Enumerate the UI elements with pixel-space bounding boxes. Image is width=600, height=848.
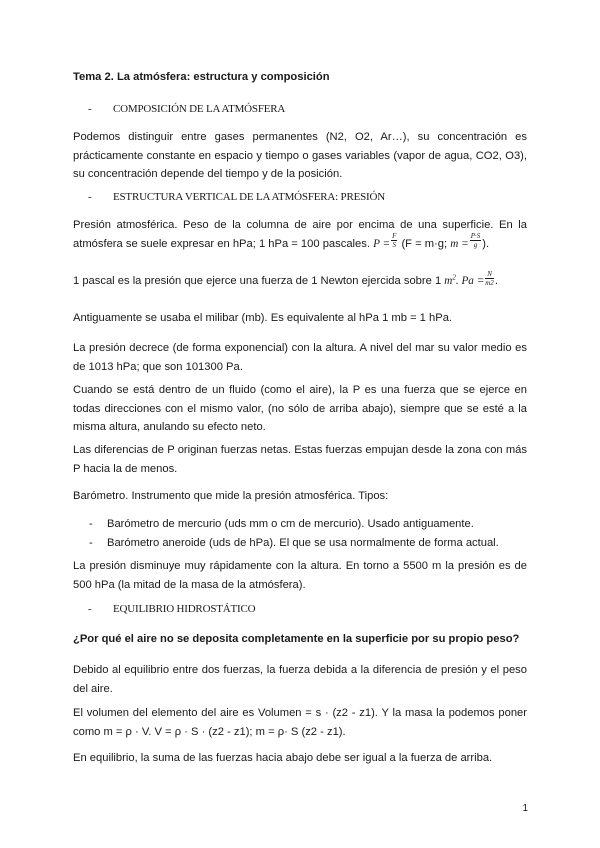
section-heading-text: COMPOSICIÓN DE LA ATMÓSFERA (113, 103, 286, 115)
formula-area: $m^2$ (444, 273, 456, 287)
paragraph-gases: Podemos distinguir entre gases permanentes (N2, O2, Ar…), su concentración es prácticamente constante en espacio y tiempo o gases variables (vapor de agua, CO2, O3), su concentración depende del tiempo y de la posición. (73, 131, 527, 180)
formula-force: (F = m·g; (401, 237, 448, 250)
section-heading-composicion (73, 100, 527, 119)
paragraph-pascal: 1 pascal es la presión que ejerce una fuerza de 1 Newton ejercida sobre 1 $m^2$. Pa = $\frac{N}{m2}$ . (73, 269, 498, 287)
question-heading: ¿Por qué el aire no se deposita completamente en la superficie por su propio peso? (73, 633, 520, 645)
page-title: Tema 2. La atmósfera: estructura y composición (73, 71, 330, 83)
bullet-dash: - (88, 191, 92, 203)
bullet-dash: - (88, 603, 92, 615)
paragraph-volumen: El volumen del elemento del aire es Volumen = s · (z2 - z1). Y la masa la podemos poner como m = ρ · V. V = ρ · S · (z2 - z1); m = ρ· S (z2 - z1). (73, 707, 527, 738)
page-number: 1 (522, 803, 528, 814)
bullet-dash: - (89, 518, 93, 530)
barometer-list (73, 515, 527, 552)
bullet-dash: - (89, 536, 93, 549)
paragraph-text: Presión atmosférica. Peso de la columna de aire por encima de una superficie. En la atmósfera se suele expresar en hPa; 1 hPa = 100 pascales. (73, 219, 527, 250)
paragraph-fuerzas: En equilibrio, la suma de las fuerzas hacia abajo debe ser igual a la fuerza de arriba. (73, 752, 493, 764)
bullet-dash: - (88, 103, 92, 115)
paragraph-text: 1 pascal es la presión que ejerce una fuerza de 1 Newton ejercida sobre 1 (73, 275, 442, 287)
paragraph-equilibrio: Debido al equilibrio entre dos fuerzas, la fuerza debida a la diferencia de presión y el peso del aire. (73, 664, 527, 695)
formula-pressure: P = $\frac{F}{S}$ (373, 232, 397, 250)
paragraph-diferencias: Las diferencias de P originan fuerzas netas. Estas fuerzas empujan desde la zona con más P hacia la de menos. (73, 444, 527, 475)
paragraph-disminuye: La presión disminuye muy rápidamente con la altura. En torno a 5500 m la presión es de 500 hPa (la mitad de la masa de la atmósfera). (73, 560, 527, 591)
paragraph-fluido: Cuando se está dentro de un fluido (como el aire), la P es una fuerza que se ejerce en todas direcciones con el mismo valor, (no sólo de arriba abajo), siempre que se esté a la misma altura, anulando su efecto neto. (73, 384, 527, 433)
paragraph-barometro: Barómetro. Instrumento que mide la presión atmosférica. Tipos: (73, 490, 389, 502)
paragraph-presion-atmosferica (73, 216, 527, 253)
formula-pascal: . Pa = $\frac{N}{m2}$ (455, 269, 494, 287)
section-heading-text: EQUILIBRIO HIDROSTÁTICO (113, 603, 256, 615)
section-heading-estructura (73, 188, 527, 207)
section-heading-text: ESTRUCTURA VERTICAL DE LA ATMÓSFERA: PRESIÓN (113, 191, 385, 203)
paragraph-decrece: La presión decrece (de forma exponencial) con la altura. A nivel del mar su valor medio es de 1013 hPa; que son 101300 Pa. (73, 342, 527, 373)
paragraph-milibar: Antiguamente se usaba el milibar (mb). Es equivalente al hPa 1 mb = 1 hPa. (73, 312, 453, 324)
section-heading-equilibrio (73, 600, 527, 619)
list-item: - Barómetro aneroide (uds de hPa). El que se usa normalmente de forma actual. (73, 534, 527, 553)
formula-mass: m = $\frac{P\cdot S}{g}$ (450, 232, 481, 250)
formula-close: ). (482, 237, 490, 250)
list-item: - Barómetro de mercurio (uds mm o cm de mercurio). Usado antiguamente. (73, 515, 527, 534)
